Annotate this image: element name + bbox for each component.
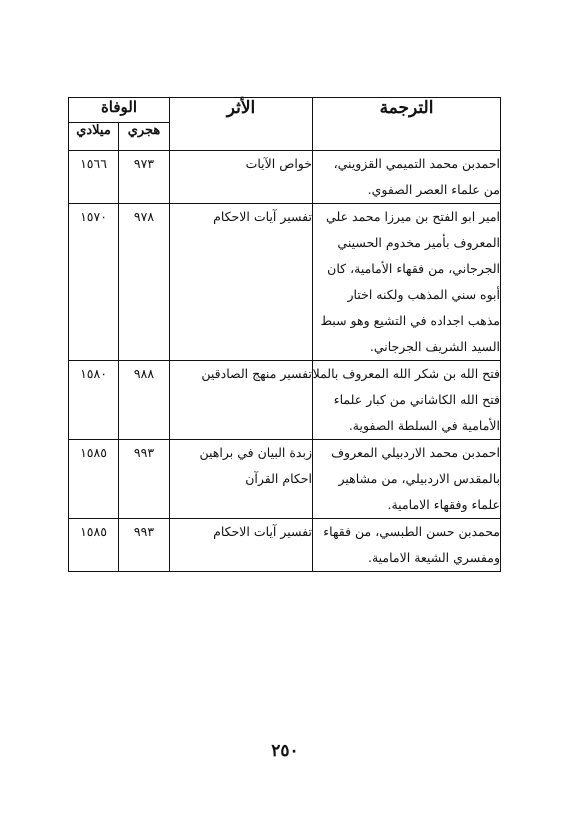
hijri-cell: ٩٨٨	[119, 361, 170, 440]
work-cell	[170, 204, 313, 361]
header-gregorian: ميلادي	[69, 122, 119, 150]
table-row	[69, 361, 501, 440]
biography-cell-line: أبوه سني المذهب ولكنه اختار	[347, 287, 500, 302]
biography-cell-line: ومفسري الشيعة الامامية.	[367, 550, 500, 565]
header-row-top	[69, 98, 501, 123]
hijri-cell: ٩٩٣	[119, 519, 170, 572]
biography-cell-line: علماء وفقهاء الامامية.	[387, 497, 500, 512]
gregorian-cell: ١٥٧٠	[69, 204, 119, 361]
work-cell	[170, 519, 313, 572]
hijri-cell: ٩٧٣	[119, 151, 170, 204]
header-work: الأثر	[170, 98, 313, 151]
biography-cell-line: احمدبن محمد الاردبيلي المعروف	[331, 445, 500, 460]
work-cell	[170, 151, 313, 204]
table-row	[69, 519, 501, 572]
work-cell-line: احكام القرآن	[245, 471, 312, 486]
hijri-cell: ٩٩٣	[119, 440, 170, 519]
work-cell	[170, 440, 313, 519]
biography-cell	[313, 440, 501, 519]
work-cell-line: تفسير آيات الاحكام	[213, 524, 312, 539]
table-row	[69, 151, 501, 204]
biography-cell-line: المعروف بأمير مخدوم الحسيني	[337, 235, 500, 250]
biography-cell-line: مذهب اجداده في التشيع وهو سبط	[320, 313, 500, 328]
header-biography: الترجمة	[313, 98, 501, 151]
biography-cell	[313, 151, 501, 204]
biography-cell-line: امير ابو الفتح بن ميرزا محمد علي	[326, 209, 500, 224]
work-cell-line: زبدة البيان في براهين	[199, 445, 312, 460]
biography-cell-line: الجرجاني، من فقهاء الأمامية، كان	[327, 261, 500, 276]
page-number: ٢٥٠	[271, 741, 299, 761]
gregorian-cell: ١٥٨٥	[69, 519, 119, 572]
header-hijri: هجري	[119, 122, 170, 150]
biography-cell-line: من علماء العصر الصفوي.	[367, 182, 500, 197]
work-cell-line: تفسير منهج الصادقين	[201, 366, 312, 381]
death-dates-table	[68, 97, 501, 572]
work-cell-line: تفسير آيات الاحكام	[213, 209, 312, 224]
biography-cell-line: فتح الله بن شكر الله المعروف بالملا	[312, 366, 500, 381]
hijri-cell: ٩٧٨	[119, 204, 170, 361]
biography-cell	[313, 519, 501, 572]
gregorian-cell: ١٥٦٦	[69, 151, 119, 204]
biography-cell-line: الأمامية في السلطة الصفوية.	[348, 418, 500, 433]
work-cell	[170, 361, 313, 440]
biography-cell-line: محمدبن حسن الطبسي، من فقهاء	[323, 524, 500, 539]
work-cell-line: خواص الآيات	[245, 156, 312, 171]
biography-cell	[313, 361, 501, 440]
header-death: الوفاة	[69, 98, 170, 123]
table-body	[69, 151, 501, 572]
table-row	[69, 204, 501, 361]
biography-cell-line: بالمقدس الاردبيلي، من مشاهير	[338, 471, 500, 486]
table-row	[69, 440, 501, 519]
gregorian-cell: ١٥٨٠	[69, 361, 119, 440]
biography-cell-line: احمدبن محمد التميمي القزويني،	[333, 156, 500, 171]
biography-cell	[313, 204, 501, 361]
gregorian-cell: ١٥٨٥	[69, 440, 119, 519]
biography-cell-line: فتح الله الكاشاني من كبار علماء	[333, 392, 500, 407]
biography-cell-line: السيد الشريف الجرجاني.	[369, 339, 500, 354]
